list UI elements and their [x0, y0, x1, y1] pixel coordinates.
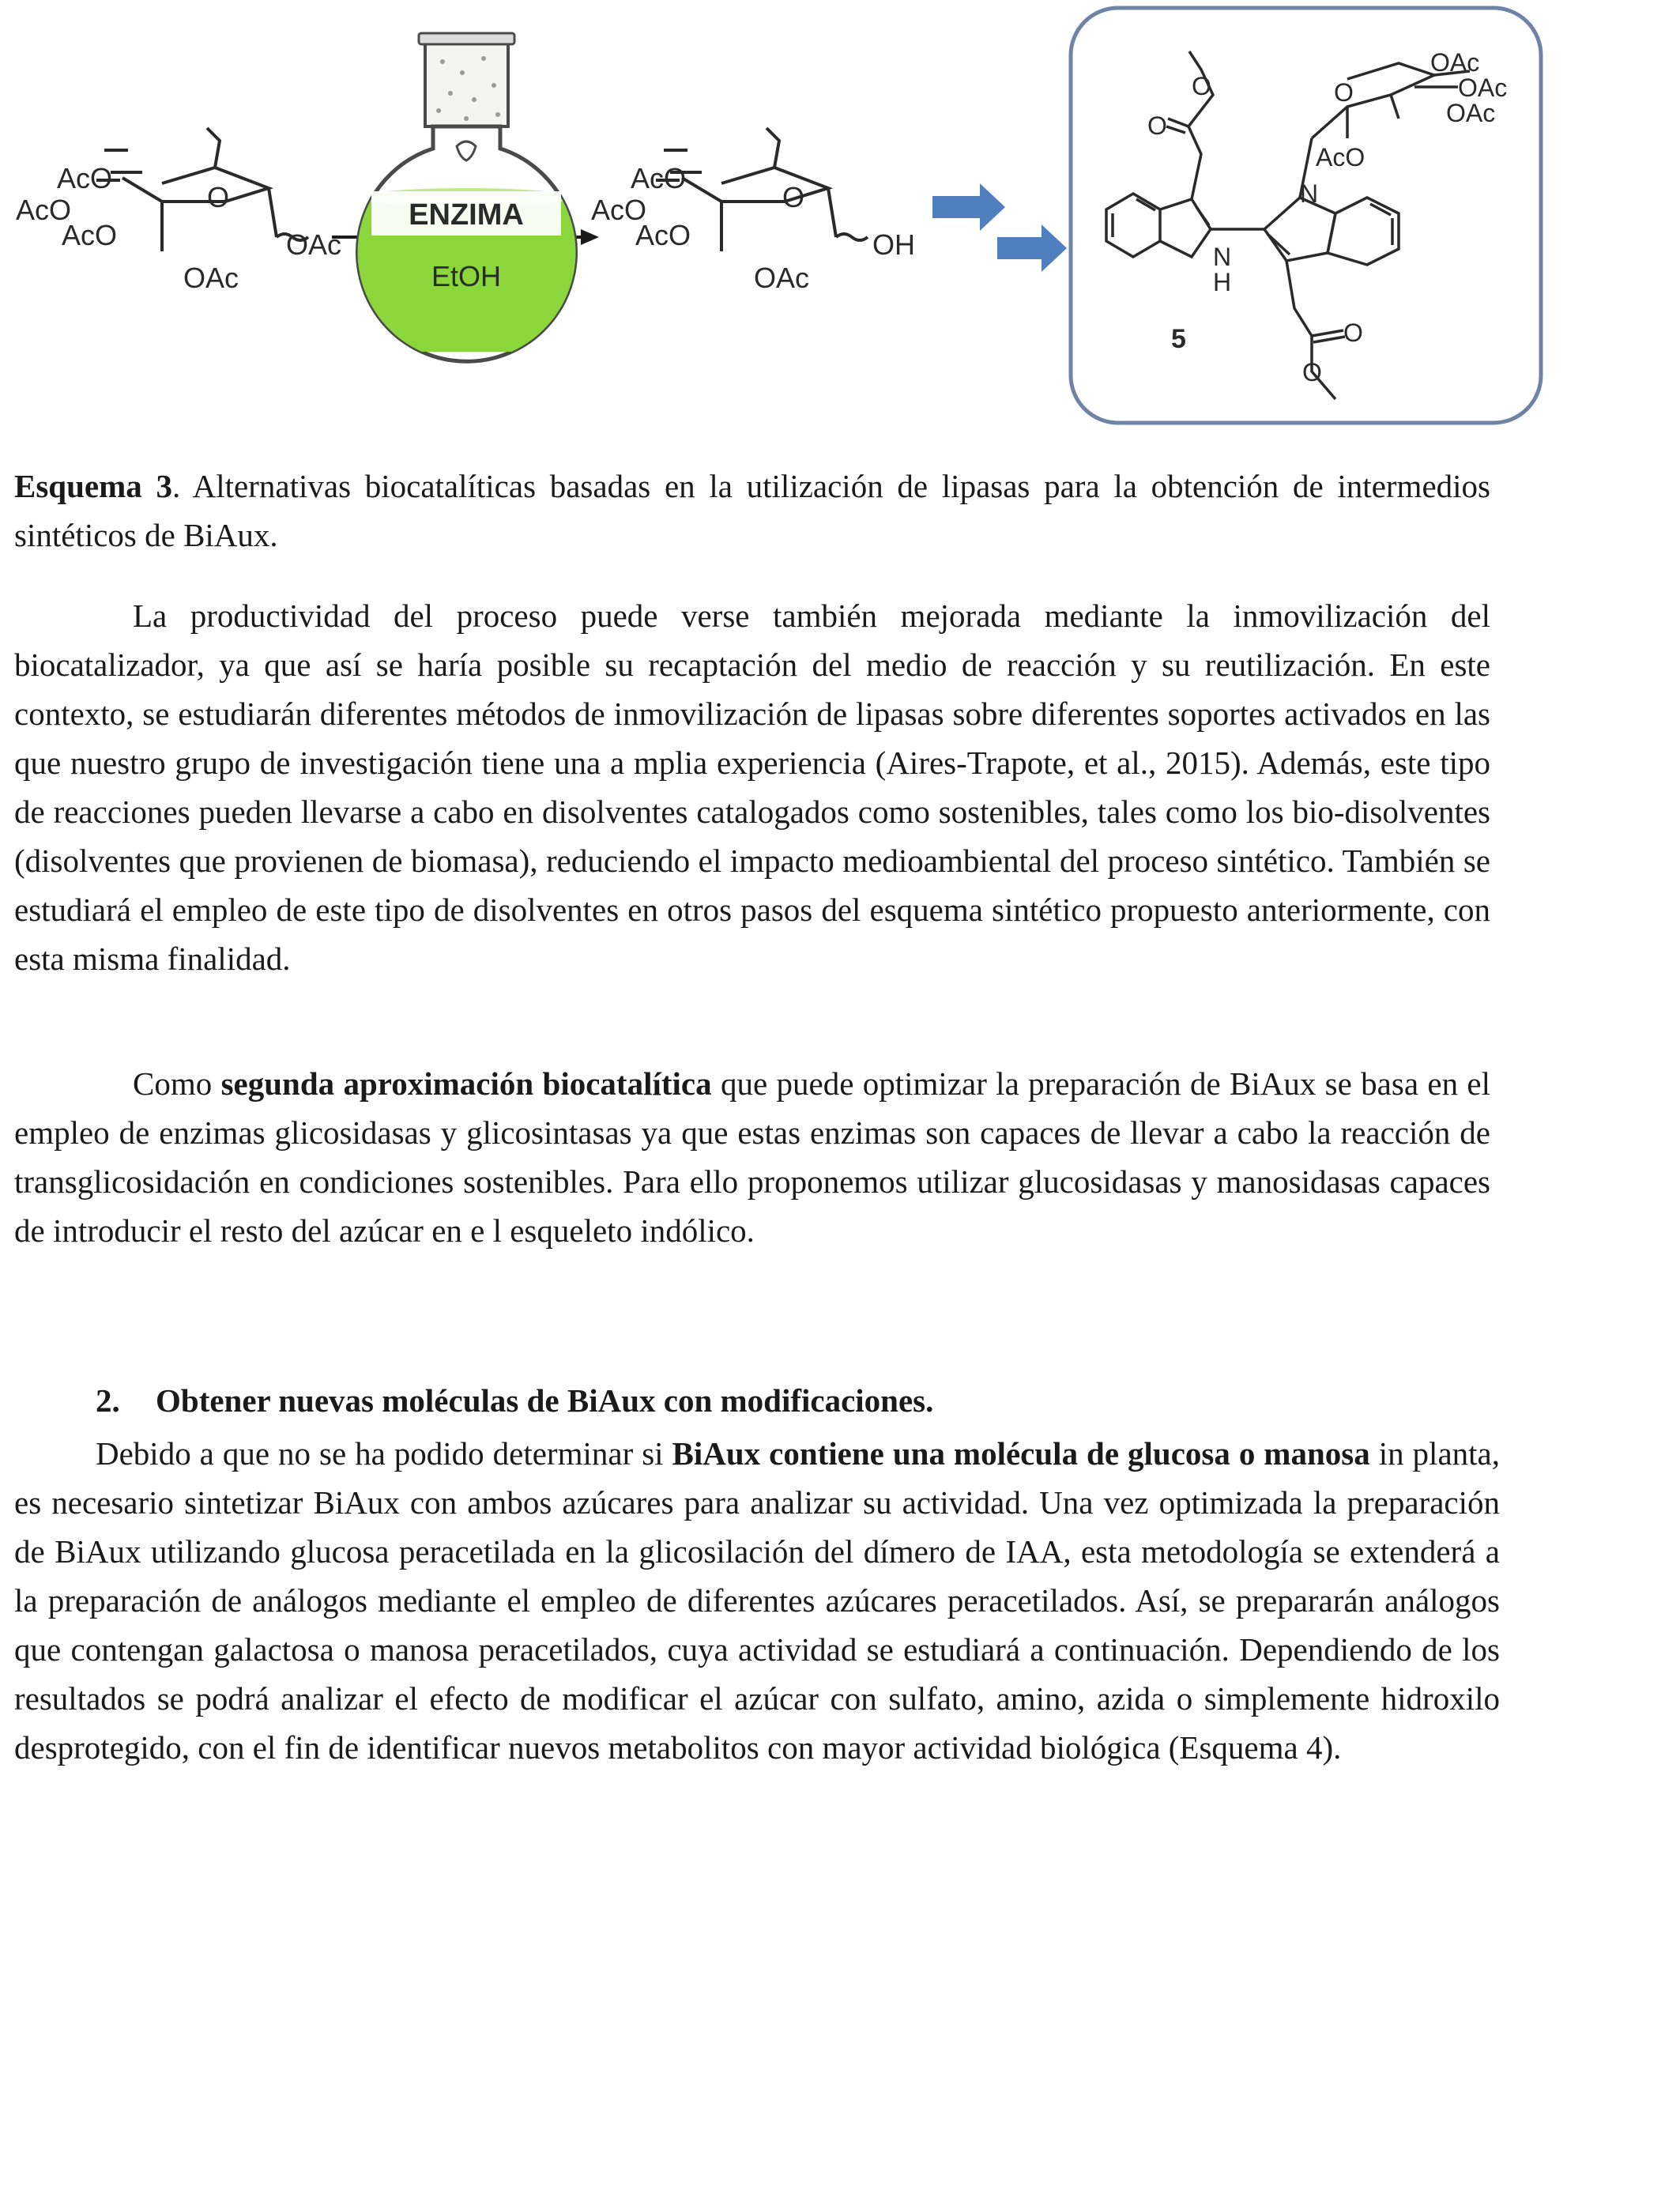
- sugar-left-anomeric-oac: OAc: [286, 228, 342, 261]
- sugar-left-oac-bottom: OAc: [183, 262, 239, 294]
- paragraph2-pre: Como: [133, 1065, 221, 1102]
- sugar-left-ring-o: O: [207, 181, 230, 213]
- blue-arrows: [932, 183, 1067, 272]
- product-n-glycosyl: N: [1300, 179, 1319, 208]
- product-oac-2: OAc: [1458, 74, 1508, 102]
- heading-text: Obtener nuevas moléculas de BiAux con modificaciones.: [156, 1382, 934, 1419]
- product-oac-1: OAc: [1430, 48, 1480, 77]
- product-nh-n: N: [1213, 243, 1232, 271]
- reaction-scheme: [0, 0, 1680, 443]
- enzyme-flask: [348, 33, 585, 361]
- product-oac-3: OAc: [1446, 99, 1496, 127]
- paragraph2-bold: segunda aproximación biocatalítica: [220, 1065, 712, 1102]
- caption-label: Esquema 3: [14, 468, 172, 504]
- sugar-right-aco-1: AcO: [631, 162, 687, 194]
- product-sugar-o: O: [1334, 78, 1354, 107]
- product-nh-h: H: [1213, 268, 1232, 296]
- compound-number: 5: [1171, 324, 1186, 354]
- paragraph3-post: in planta, es necesario sintetizar BiAux con ambos azúcares para analizar su actividad. Una vez optimizada la preparación de BiAux utilizando glucosa peracetilada en la glicosilación del dímero de IAA, esta metodología se extenderá a la preparación de análogos mediante el empleo de diferentes azúcares peracetilados. Así, se prepararán análogos que contengan galactosa o manosa peracetilados, cuya actividad se estudiará a continuación. Dependiendo de los resultados se podrá analizar el efecto de modificar el azúcar con sulfato, amino, azida o simplemente hidroxilo desprotegido, con el fin de identificar nuevos metabolitos con mayor actividad biológica (Esquema 4).: [14, 1435, 1500, 1766]
- paragraph-second-approach: [14, 1059, 1490, 1255]
- product-aco: AcO: [1316, 143, 1365, 172]
- sugar-left: [96, 128, 308, 251]
- paragraph3-bold: BiAux contiene una molécula de glucosa o manosa: [672, 1435, 1370, 1472]
- product-ester-top-o-2: O: [1147, 111, 1167, 140]
- paragraph-new-molecules: [14, 1429, 1500, 1772]
- sugar-right-aco-3: AcO: [635, 219, 691, 251]
- paragraph2-post: que puede optimizar la preparación de BiAux se basa en el empleo de enzimas glicosidasas y glicosintasas ya que estas enzimas son capaces de llevar a cabo la reacción de transglicosidación en condiciones sostenibles. Para ello proponemos utilizar glucosidasas y manosidasas capaces de introducir el resto del azúcar en e l esqueleto indólico.: [14, 1065, 1490, 1249]
- sugar-left-aco-2: AcO: [16, 194, 72, 226]
- product-ester-bottom-o-2: O: [1302, 358, 1322, 386]
- caption-text: . Alternativas biocatalíticas basadas en la utilización de lipasas para la obtención de intermedios sintéticos de BiAux.: [14, 468, 1490, 553]
- flask-solvent-label: EtOH: [431, 260, 502, 292]
- product-ester-top-o-1: O: [1192, 72, 1211, 100]
- sugar-right-ring-o: O: [782, 181, 805, 213]
- sugar-left-aco-1: AcO: [57, 162, 113, 194]
- flask-enzyme-label: ENZIMA: [409, 198, 524, 232]
- scheme-caption: [14, 462, 1490, 560]
- paragraph1-text: La productividad del proceso puede verse también mejorada mediante la inmovilización del biocatalizador, ya que así se haría posible su recaptación del medio de reacción y su reutilización. En este contexto, se estudiarán diferentes métodos de inmovilización de lipasas sobre diferentes soportes activados en las que nuestro grupo de investigación tiene una a mplia experiencia (Aires-Trapote, et al., 2015). Además, este tipo de reacciones pueden llevarse a cabo en disolventes catalogados como sostenibles, tales como los bio-disolventes (disolventes que provienen de biomasa), reduciendo el impacto medioambiental del proceso sintético. También se estudiará el empleo de este tipo de disolventes en otros pasos del esquema sintético propuesto anteriormente, con esta misma finalidad.: [14, 598, 1490, 977]
- heading-number: 2.: [96, 1382, 120, 1419]
- sugar-right-anomeric-oh: OH: [872, 228, 915, 261]
- paragraph-immobilization: [14, 591, 1490, 983]
- sugar-left-aco-3: AcO: [62, 219, 118, 251]
- paragraph3-pre: Debido a que no se ha podido determinar si: [96, 1435, 672, 1472]
- sugar-right-oac-bottom: OAc: [754, 262, 810, 294]
- sugar-right-aco-2: AcO: [591, 194, 647, 226]
- section-heading: [14, 1376, 1490, 1425]
- product-ester-bottom-o-1: O: [1343, 319, 1363, 347]
